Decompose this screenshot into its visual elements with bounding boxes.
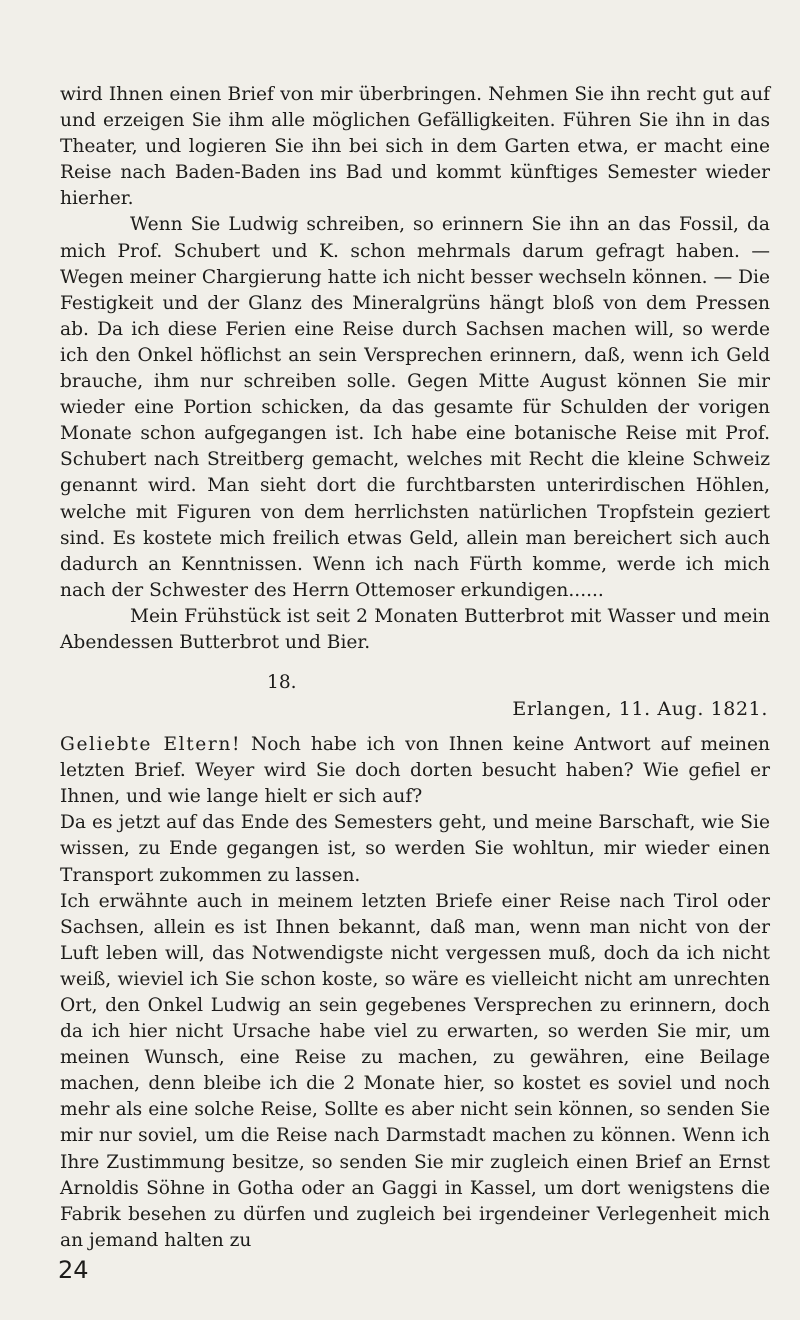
paragraph-6: Ich erwähnte auch in meinem letzten Briefe einer Reise nach Tirol oder Sachsen, allein es ist Ihnen bekannt, daß man, wenn man nicht von der Luft leben will, das Notwendigste nicht vergessen muß, doch da ich nicht weiß, wieviel ich Sie schon koste, so wäre es vielleicht nicht am unrechten Ort, den Onkel Ludwig an sein gegebenes Versprechen zu erinnern, doch da ich hier nicht Ursache habe viel zu erwarten, so werden Sie mir, um meinen Wunsch, eine Reise zu machen, zu gewähren, eine Beilage machen, denn bleibe ich die 2 Monate hier, so kostet es soviel und noch mehr als eine solche Reise, Sollte es aber nicht sein können, so senden Sie mir nur soviel, um die Reise nach Darmstadt machen zu können. Wenn ich Ihre Zustimmung besitze, so senden Sie mir zugleich einen Brief an Ernst Arnoldis Söhne in Gotha oder an Gaggi in Kassel, um dort wenigstens die Fabrik besehen zu dürfen und zugleich bei irgendeiner Verlegenheit mich an jemand halten zu — [60, 890, 770, 1251]
page-number: 24 — [58, 1256, 89, 1284]
letter-number: 18. — [267, 672, 297, 694]
paragraph-4-text: Noch habe ich von Ihnen keine Antwort auf meinen letzten Brief. Weyer wird Sie doch dorten besucht haben? Wie gefiel er Ihnen, und wie lange hielt er sich auf? — [60, 734, 770, 808]
salutation: Geliebte Eltern! — [60, 734, 242, 756]
paragraph-5: Da es jetzt auf das Ende des Semesters geht, und meine Barschaft, wie Sie wissen, zu Ende gegangen ist, so werden Sie wohltun, mir wieder einen Transport zukommen zu lassen. — [60, 812, 770, 886]
paragraph-4 — [60, 732, 770, 810]
paragraph-1: wird Ihnen einen Brief von mir überbringen. Nehmen Sie ihn recht gut auf und erzeigen Sie ihm alle möglichen Gefälligkeiten. Führen Sie ihn in das Theater, und logieren Sie ihn bei sich in dem Garten etwa, er macht eine Reise nach Baden-Baden ins Bad und kommt künftiges Semester wieder hierher. — [60, 84, 770, 210]
paragraph-2: Wenn Sie Ludwig schreiben, so erinnern Sie ihn an das Fossil, da mich Prof. Schubert und K. schon mehrmals darum gefragt haben. — Wegen meiner Chargierung hatte ich nicht besser wechseln können. — Die Festigkeit und der Glanz des Mineralgrüns hängt bloß von dem Pressen ab. Da ich diese Ferien eine Reise durch Sachsen machen will, so werde ich den Onkel höflichst an sein Versprechen erinnern, daß, wenn ich Geld brauche, ihm nur schreiben solle. Gegen Mitte August können Sie mir wieder eine Portion schicken, da das gesamte für Schulden der vorigen Monate schon aufgegangen ist. Ich habe eine botanische Reise mit Prof. Schubert nach Streitberg gemacht, welches mit Recht die kleine Schweiz genannt wird. Man sieht dort die furchtbarsten unterirdischen Höhlen, welche mit Figuren von dem herrlichsten natürlichen Tropfstein geziert sind. Es kostete mich freilich etwas Geld, allein man bereichert sich auch dadurch an Kenntnissen. Wenn ich nach Fürth komme, werde ich mich nach der Schwester des Herrn Ottemoser erkundigen...... — [60, 214, 770, 601]
body-text — [60, 82, 770, 1254]
letter-heading — [60, 670, 770, 732]
letter-dateline: Erlangen, 11. Aug. 1821. — [512, 698, 768, 721]
paragraph-3: Mein Frühstück ist seit 2 Monaten Butterbrot mit Wasser und mein Abendessen Butterbrot und Bier. — [60, 605, 770, 653]
